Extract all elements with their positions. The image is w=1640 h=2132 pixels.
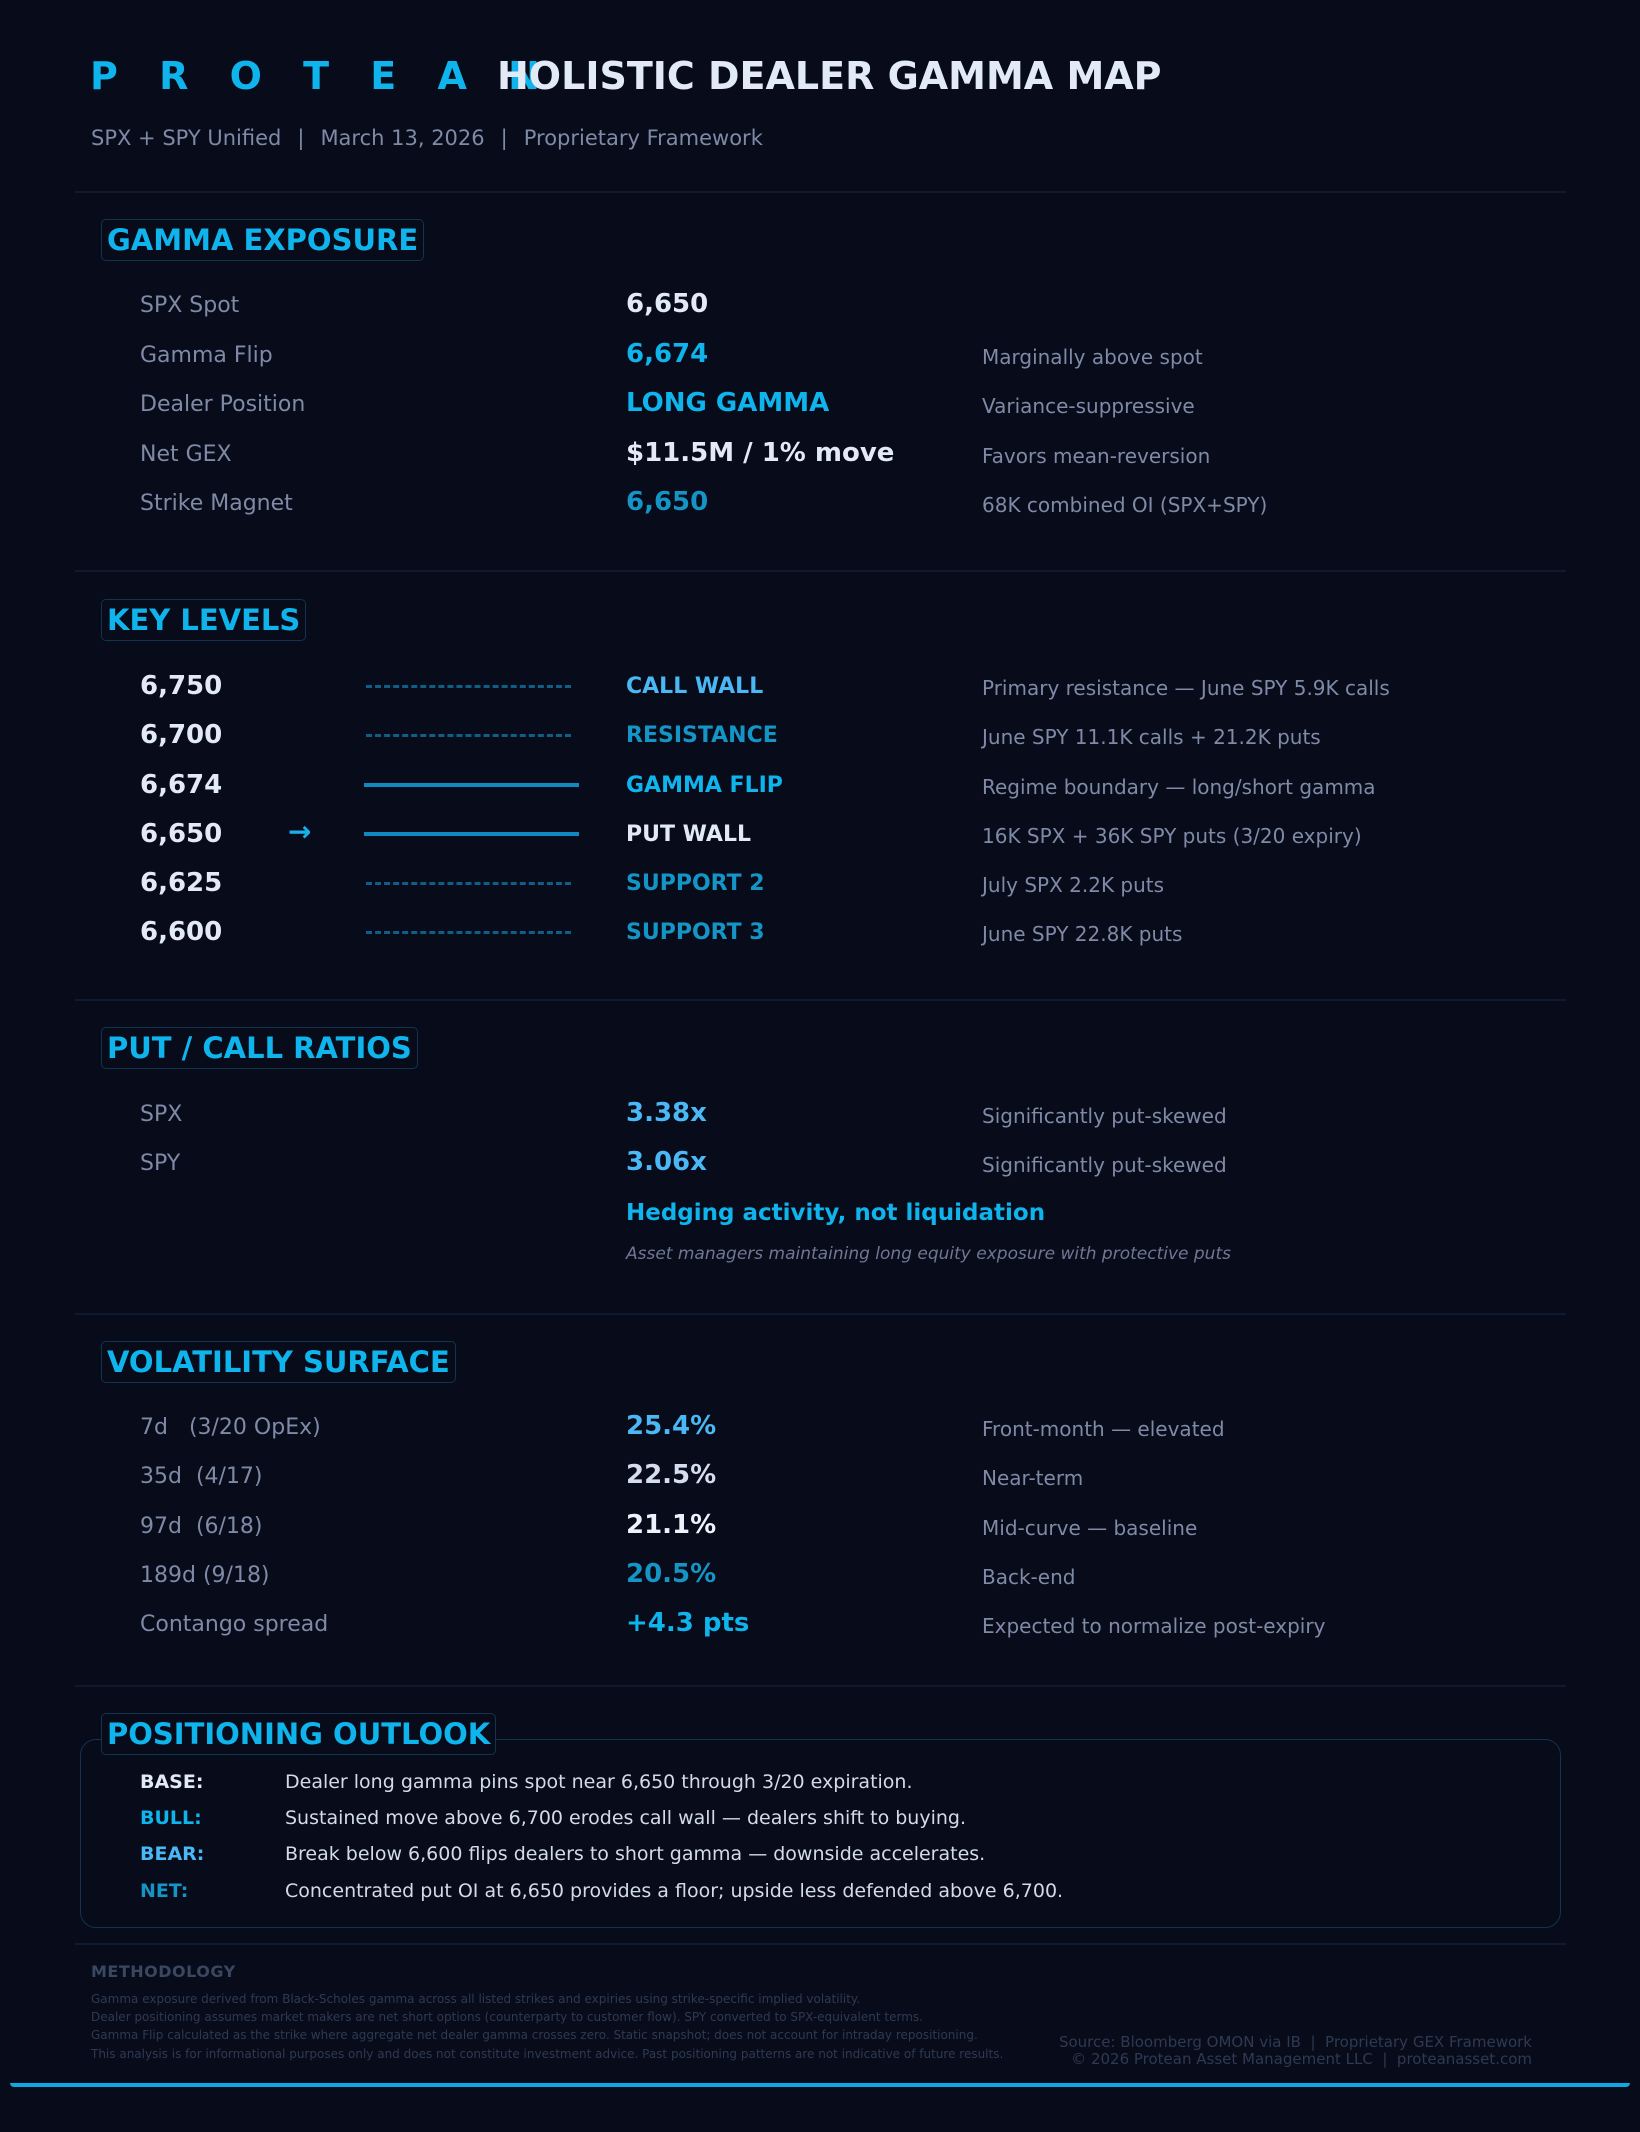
methodology-line: Dealer positioning assumes market makers are net short options (counterparty to customer flow). SPY converted to SPX-equivalent terms. xyxy=(91,2010,923,2024)
level-note: Regime boundary — long/short gamma xyxy=(982,775,1376,799)
section-title-gamma-exposure: GAMMA EXPOSURE xyxy=(101,219,424,261)
subtitle-separator: | xyxy=(297,126,305,150)
current-spot-arrow-icon: → xyxy=(288,815,312,848)
level-tag: RESISTANCE xyxy=(626,723,778,748)
vol-row-189d xyxy=(0,1559,1640,1602)
row-value: 6,650 xyxy=(626,487,709,517)
row-label: 189d (9/18) xyxy=(140,1563,270,1588)
row-note: Favors mean-reversion xyxy=(982,444,1211,468)
section-title-put-call-ratios: PUT / CALL RATIOS xyxy=(101,1027,418,1069)
gamma-row-spot xyxy=(0,289,1640,332)
row-note: Marginally above spot xyxy=(982,345,1203,369)
row-note: Expected to normalize post-expiry xyxy=(982,1614,1326,1638)
subtitle-framework: Proprietary Framework xyxy=(523,126,763,150)
row-value: 3.06x xyxy=(626,1147,707,1177)
level-note: July SPX 2.2K puts xyxy=(982,873,1165,897)
level-line-solid xyxy=(364,832,579,836)
footer-copyright: © 2026 Protean Asset Management LLC | proteanasset.com xyxy=(1071,2050,1532,2068)
level-row-gamma-flip xyxy=(0,770,1640,810)
vol-row-7d xyxy=(0,1411,1640,1454)
vol-row-contango xyxy=(0,1608,1640,1651)
row-label: 35d (4/17) xyxy=(140,1464,263,1489)
level-tag: GAMMA FLIP xyxy=(626,773,783,798)
level-value: 6,674 xyxy=(140,770,223,800)
row-label: 7d (3/20 OpEx) xyxy=(140,1415,321,1440)
gamma-row-flip xyxy=(0,339,1640,382)
pcr-row-spx xyxy=(0,1098,1640,1141)
row-label: Dealer Position xyxy=(140,392,306,417)
row-value: 6,674 xyxy=(626,339,709,369)
pcr-row-spy xyxy=(0,1147,1640,1190)
row-value: +4.3 pts xyxy=(626,1608,750,1638)
level-value: 6,650 xyxy=(140,819,223,849)
row-value: 20.5% xyxy=(626,1559,717,1589)
row-label: SPY xyxy=(140,1151,181,1176)
methodology-line: Gamma Flip calculated as the strike where aggregate net dealer gamma crosses zero. Static snapshot; does not account for intraday repositioning. xyxy=(91,2028,978,2042)
section-divider xyxy=(75,191,1566,193)
level-note: Primary resistance — June SPY 5.9K calls xyxy=(982,676,1390,700)
subtitle-scope: SPX + SPY Unified xyxy=(91,126,282,150)
level-value: 6,700 xyxy=(140,720,223,750)
row-note: Back-end xyxy=(982,1565,1076,1589)
section-title-volatility-surface: VOLATILITY SURFACE xyxy=(101,1341,456,1383)
gamma-row-strike-magnet xyxy=(0,487,1640,530)
level-note: 16K SPX + 36K SPY puts (3/20 expiry) xyxy=(982,824,1362,848)
vol-row-97d xyxy=(0,1510,1640,1553)
row-note: Variance-suppressive xyxy=(982,394,1195,418)
gamma-row-dealer-position xyxy=(0,388,1640,431)
level-tag: SUPPORT 2 xyxy=(626,871,765,896)
row-note: 68K combined OI (SPX+SPY) xyxy=(982,493,1268,517)
row-label: 97d (6/18) xyxy=(140,1514,263,1539)
outlook-text: Sustained move above 6,700 erodes call wall — dealers shift to buying. xyxy=(285,1807,967,1829)
level-value: 6,750 xyxy=(140,671,223,701)
vol-row-35d xyxy=(0,1460,1640,1503)
row-value: 22.5% xyxy=(626,1460,717,1490)
row-label: SPX Spot xyxy=(140,293,240,318)
level-line-dashed xyxy=(366,685,571,688)
row-note: Mid-curve — baseline xyxy=(982,1516,1198,1540)
pcr-conclusion: Hedging activity, not liquidation xyxy=(626,1200,1046,1226)
row-note: Significantly put-skewed xyxy=(982,1104,1227,1128)
level-note: June SPY 11.1K calls + 21.2K puts xyxy=(982,725,1321,749)
level-line-dashed xyxy=(366,734,571,737)
footer-source: Source: Bloomberg OMON via IB | Proprietary GEX Framework xyxy=(1058,2033,1532,2051)
row-label: Contango spread xyxy=(140,1612,329,1637)
level-tag: PUT WALL xyxy=(626,822,751,847)
bottom-accent-bar xyxy=(10,2083,1630,2087)
row-note: Front-month — elevated xyxy=(982,1417,1225,1441)
row-label: Strike Magnet xyxy=(140,491,293,516)
level-row-put-wall xyxy=(0,815,1640,859)
section-title-positioning-outlook: POSITIONING OUTLOOK xyxy=(101,1713,496,1755)
row-label: SPX xyxy=(140,1102,183,1127)
methodology-line: Gamma exposure derived from Black-Scholes gamma across all listed strikes and expiries using strike-specific implied volatility. xyxy=(91,1992,861,2006)
level-tag: SUPPORT 3 xyxy=(626,920,765,945)
section-divider xyxy=(75,570,1566,572)
page-title: HOLISTIC DEALER GAMMA MAP xyxy=(497,54,1162,98)
pcr-conclusion-detail: Asset managers maintaining long equity exposure with protective puts xyxy=(626,1244,1231,1264)
row-label: Gamma Flip xyxy=(140,343,273,368)
level-row-support-3 xyxy=(0,917,1640,957)
level-line-solid xyxy=(364,783,579,787)
subtitle-separator: | xyxy=(500,126,508,150)
row-note: Near-term xyxy=(982,1466,1084,1490)
outlook-key: NET: xyxy=(140,1880,189,1902)
section-divider xyxy=(75,1685,1566,1687)
level-row-support-2 xyxy=(0,868,1640,908)
section-divider xyxy=(75,1943,1566,1945)
methodology-line: This analysis is for informational purposes only and does not constitute investment advice. Past positioning patterns are not indicative of future results. xyxy=(91,2047,1004,2061)
level-note: June SPY 22.8K puts xyxy=(982,922,1183,946)
outlook-key: BASE: xyxy=(140,1771,204,1793)
section-divider xyxy=(75,1313,1566,1315)
outlook-text: Concentrated put OI at 6,650 provides a floor; upside less defended above 6,700. xyxy=(285,1880,1064,1902)
row-value: 6,650 xyxy=(626,289,709,319)
row-value: 3.38x xyxy=(626,1098,707,1128)
level-value: 6,600 xyxy=(140,917,223,947)
row-note: Significantly put-skewed xyxy=(982,1153,1227,1177)
section-divider xyxy=(75,999,1566,1001)
level-line-dashed xyxy=(366,931,571,934)
row-value: $11.5M / 1% move xyxy=(626,438,895,468)
row-value: 25.4% xyxy=(626,1411,717,1441)
brand-logo: P R O T E A N xyxy=(90,54,554,98)
subtitle xyxy=(91,126,763,150)
outlook-text: Dealer long gamma pins spot near 6,650 through 3/20 expiration. xyxy=(285,1771,913,1793)
level-row-resistance xyxy=(0,720,1640,760)
gamma-row-net-gex xyxy=(0,438,1640,481)
level-row-call-wall xyxy=(0,671,1640,711)
level-value: 6,625 xyxy=(140,868,223,898)
subtitle-date: March 13, 2026 xyxy=(320,126,485,150)
row-label: Net GEX xyxy=(140,442,232,467)
outlook-key: BULL: xyxy=(140,1807,202,1829)
level-line-dashed xyxy=(366,882,571,885)
section-title-key-levels: KEY LEVELS xyxy=(101,599,306,641)
row-value: LONG GAMMA xyxy=(626,388,830,418)
outlook-text: Break below 6,600 flips dealers to short gamma — downside accelerates. xyxy=(285,1843,986,1865)
level-tag: CALL WALL xyxy=(626,674,764,699)
row-value: 21.1% xyxy=(626,1510,717,1540)
methodology-title: METHODOLOGY xyxy=(91,1962,236,1981)
outlook-key: BEAR: xyxy=(140,1843,205,1865)
